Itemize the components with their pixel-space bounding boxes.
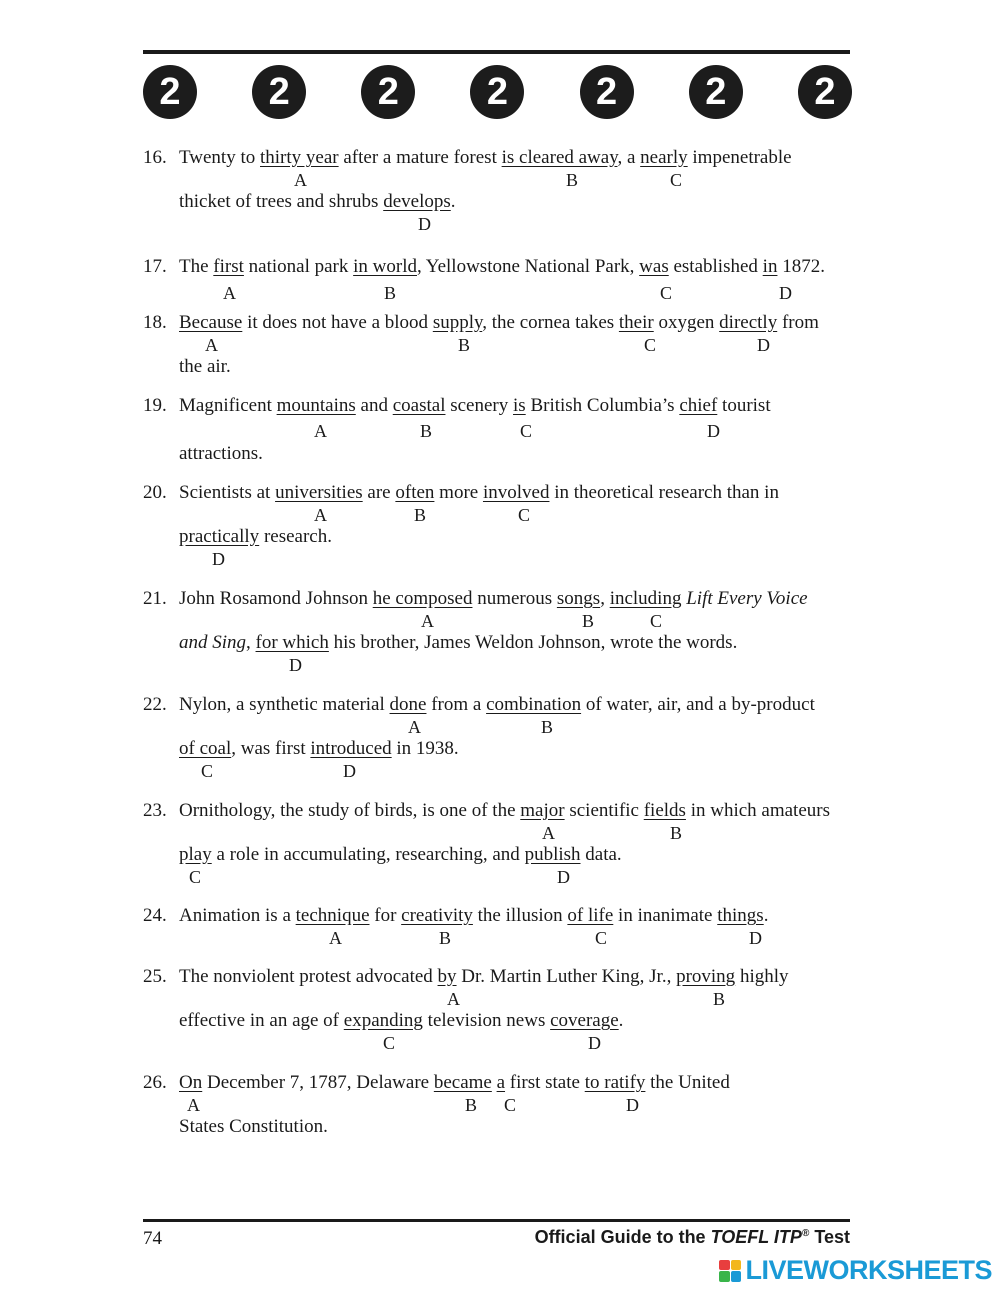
question-21 [143,588,863,676]
option-b-label[interactable]: B [384,283,397,303]
option-c-label[interactable]: C [595,928,608,948]
liveworksheets-logo-icon [719,1260,741,1282]
option-a-label[interactable]: A [294,170,307,190]
option-c-text[interactable]: expanding [343,1010,423,1031]
option-a-label[interactable]: A [205,335,218,355]
question-text-line: States Constitution. [179,1116,328,1137]
option-b-label[interactable]: B [713,989,726,1009]
option-a-label[interactable]: A [223,283,236,303]
question-text-line: the air. [179,356,231,377]
option-b-text[interactable]: supply [432,312,483,333]
option-d-label[interactable]: D [343,761,356,781]
section-badge: 2 [689,65,743,119]
option-a-label[interactable]: A [421,611,434,631]
option-b-label[interactable]: B [582,611,595,631]
question-number: 22. [143,694,167,715]
option-a-text[interactable]: technique [295,905,370,926]
option-d-label[interactable]: D [779,283,792,303]
option-b-text[interactable]: became [433,1072,492,1093]
option-b-text[interactable]: songs [556,588,601,609]
option-b-label[interactable]: B [541,717,554,737]
option-a-label[interactable]: A [187,1095,200,1115]
question-17 [143,256,863,303]
option-d-label[interactable]: D [289,655,302,675]
question-text-line: On December 7, 1787, Delaware became a first state to ratify the United [179,1072,730,1093]
option-a-text[interactable]: mountains [276,395,356,416]
option-c-label[interactable]: C [383,1033,396,1053]
option-c-label[interactable]: C [644,335,657,355]
option-a-label[interactable]: A [329,928,342,948]
option-c-label[interactable]: C [201,761,214,781]
option-b-text[interactable]: often [395,482,435,503]
question-number: 16. [143,147,167,168]
option-d-text[interactable]: to ratify [584,1072,646,1093]
watermark-text: LIVEWORKSHEETS [745,1255,992,1285]
option-a-text[interactable]: On [179,1072,203,1093]
question-number: 18. [143,312,167,333]
option-a-label[interactable]: A [314,421,327,441]
option-b-text[interactable]: in world [353,256,417,277]
option-b-label[interactable]: B [566,170,579,190]
question-text-line: play a role in accumulating, researching, and publish data. [179,844,622,865]
question-22 [143,694,863,782]
option-c-text[interactable]: was [639,256,669,277]
option-c-label[interactable]: C [189,867,202,887]
song-title: and Sing [179,632,247,653]
option-c-text[interactable]: of coal [179,738,232,759]
option-c-text[interactable]: nearly [640,147,688,168]
question-text-line: The first national park in world, Yellowstone National Park, was established in 1872. [179,256,825,277]
question-16 [143,147,863,235]
question-text-line: and Sing, for which his brother, James Weldon Johnson, wrote the words. [179,632,738,653]
option-d-label[interactable]: D [757,335,770,355]
question-24 [143,905,863,949]
question-text-line: John Rosamond Johnson he composed numerous songs, including Lift Every Voice [179,588,808,609]
option-b-label[interactable]: B [465,1095,478,1115]
option-a-label[interactable]: A [314,505,327,525]
option-b-text[interactable]: fields [643,800,686,821]
question-20 [143,482,863,570]
option-d-label[interactable]: D [418,214,431,234]
question-23 [143,800,863,888]
option-b-text[interactable]: coastal [392,395,446,416]
section-badge: 2 [580,65,634,119]
question-text-line: of coal, was first introduced in 1938. [179,738,459,759]
question-number: 25. [143,966,167,987]
question-number: 24. [143,905,167,926]
option-d-label[interactable]: D [588,1033,601,1053]
option-a-label[interactable]: A [408,717,421,737]
bottom-rule [143,1219,850,1222]
option-c-text[interactable]: play [179,844,212,865]
option-c-text[interactable]: of life [567,905,614,926]
section-badges [143,65,852,119]
option-c-label[interactable]: C [660,283,673,303]
section-badge: 2 [143,65,197,119]
question-number: 26. [143,1072,167,1093]
option-d-text[interactable]: coverage [550,1010,619,1031]
option-b-text[interactable]: proving [676,966,736,987]
question-19 [143,395,863,464]
option-b-label[interactable]: B [414,505,427,525]
option-d-label[interactable]: D [707,421,720,441]
option-d-text[interactable]: develops [383,191,451,212]
option-a-label[interactable]: A [447,989,460,1009]
section-badge: 2 [470,65,524,119]
question-text-line: The nonviolent protest advocated by Dr. Martin Luther King, Jr., proving highly [179,966,789,987]
question-text-line: Because it does not have a blood supply, the cornea takes their oxygen directly from [179,312,819,333]
question-text-line: Magnificent mountains and coastal scenery is British Columbia’s chief tourist [179,395,771,416]
option-c-text[interactable]: including [609,588,682,609]
question-text-line: Scientists at universities are often more involved in theoretical research than in [179,482,779,503]
option-b-text[interactable]: combination [486,694,582,715]
option-d-label[interactable]: D [626,1095,639,1115]
question-number: 20. [143,482,167,503]
option-a-text[interactable]: done [389,694,427,715]
section-badge: 2 [361,65,415,119]
option-c-text[interactable]: is [513,395,526,416]
question-number: 19. [143,395,167,416]
option-d-text[interactable]: in [762,256,778,277]
option-b-label[interactable]: B [439,928,452,948]
liveworksheets-watermark [719,1255,992,1286]
footer-title: Official Guide to the TOEFL ITP® Test [534,1227,850,1247]
option-c-label[interactable]: C [518,505,531,525]
option-c-text[interactable]: involved [482,482,550,503]
question-text-line: Nylon, a synthetic material done from a combination of water, air, and a by-product [179,694,815,715]
option-c-label[interactable]: C [520,421,533,441]
question-text-line: Animation is a technique for creativity the illusion of life in inanimate things. [179,905,769,926]
option-c-label[interactable]: C [670,170,683,190]
option-d-text[interactable]: for which [255,632,329,653]
question-25 [143,966,863,1054]
question-text-line: Ornithology, the study of birds, is one of the major scientific fields in which amateurs [179,800,830,821]
option-d-text[interactable]: chief [679,395,718,416]
song-title: Lift Every Voice [686,588,808,609]
top-rule [143,50,850,54]
question-text-line: effective in an age of expanding television news coverage. [179,1010,624,1031]
option-c-label[interactable]: C [650,611,663,631]
option-a-text[interactable]: he composed [372,588,473,609]
option-b-text[interactable]: is cleared away [501,147,618,168]
option-d-text[interactable]: publish [524,844,581,865]
option-b-label[interactable]: B [420,421,433,441]
option-b-text[interactable]: creativity [401,905,473,926]
option-d-label[interactable]: D [212,549,225,569]
question-text-line: practically research. [179,526,332,547]
page-number: 74 [143,1228,162,1249]
question-number: 21. [143,588,167,609]
question-text-line: thicket of trees and shrubs develops. [179,191,456,212]
option-d-text[interactable]: introduced [310,738,392,759]
option-c-text[interactable]: a [496,1072,506,1093]
option-c-label[interactable]: C [504,1095,517,1115]
option-a-text[interactable]: universities [275,482,363,503]
section-badge: 2 [798,65,852,119]
option-b-label[interactable]: B [458,335,471,355]
option-d-text[interactable]: directly [719,312,778,333]
option-a-text[interactable]: thirty year [260,147,339,168]
option-d-text[interactable]: practically [179,526,260,547]
option-c-text[interactable]: their [618,312,654,333]
option-a-text[interactable]: Because [179,312,243,333]
option-d-label[interactable]: D [557,867,570,887]
option-b-label[interactable]: B [670,823,683,843]
option-a-text[interactable]: by [437,966,457,987]
question-18 [143,312,863,378]
option-a-text[interactable]: first [213,256,244,277]
option-a-text[interactable]: major [520,800,565,821]
question-number: 23. [143,800,167,821]
option-a-label[interactable]: A [542,823,555,843]
question-number: 17. [143,256,167,277]
question-26 [143,1072,863,1138]
section-badge: 2 [252,65,306,119]
option-d-label[interactable]: D [749,928,762,948]
question-text-line: attractions. [179,443,263,464]
option-d-text[interactable]: things [717,905,764,926]
question-text-line: Twenty to thirty year after a mature forest is cleared away, a nearly impenetrable [179,147,792,168]
